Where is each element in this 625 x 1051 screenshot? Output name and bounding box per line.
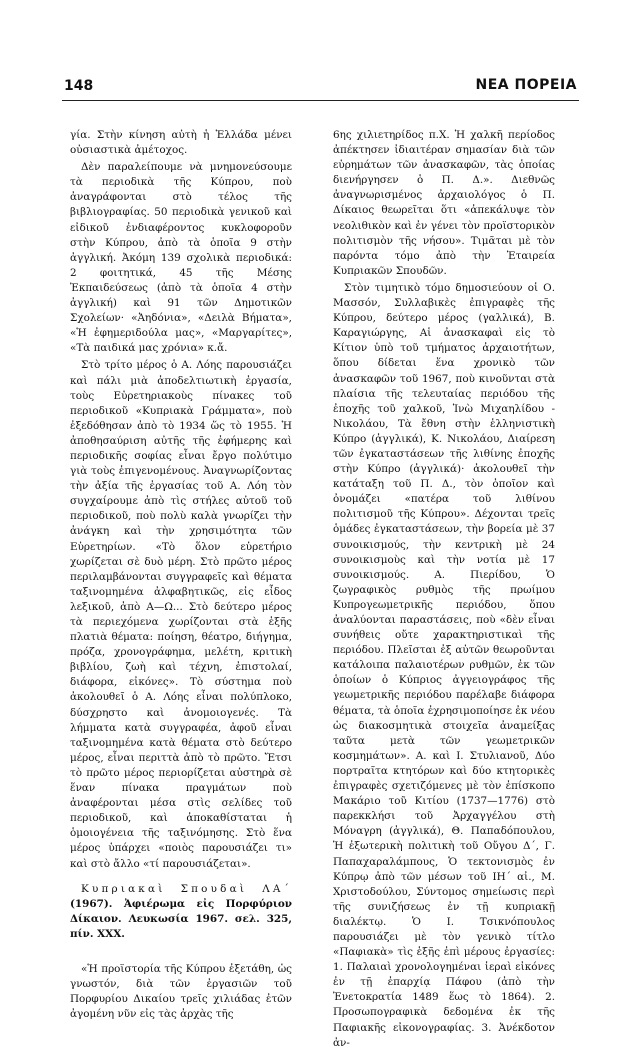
header-rule	[62, 100, 579, 101]
left-column	[70, 128, 292, 1022]
section-heading	[70, 882, 292, 942]
paragraph: Στὸ τρίτο μέρος ὁ Α. Λόης παρουσιάζει καὶ πάλι μιὰ ἀποδελτιωτικὴ ἐργασία, τοὺς Εὑρετηριακοὺς πίνακες τοῦ περιοδικοῦ «Κυπριακὰ Γράμματα», ποὺ ἐξεδόθησαν ἀπὸ τὸ 1934 ὥς τὸ 1955. Ἡ ἀποθησαύριση αὐτῆς τῆς ἐφήμερης καὶ περιοδικῆς σοφίας εἶναι ἔργο πολύτιμο γιὰ τοὺς ἐπιγενομένους. Ἀναγνωρίζοντας τὴν ἀξία τῆς ἐργασίας τοῦ Α. Λόη τὸν συγχαίρουμε ἀπὸ τὶς στήλες αὐτοῦ τοῦ περιοδικοῦ, ποὺ πολὺ καλὰ γνωρίζει τὴν ἀνάγκη καὶ τὴν χρησιμότητα τῶν Εὑρετηρίων. «Τὸ ὅλον εὑρετήριο χωρίζεται σὲ δυὸ μέρη. Στὸ πρῶτο μέρος περιλαμβάνονται συγγραφεῖς καὶ θέματα ταξινομημένα ἀλφαβητικῶς, εἰς εἶδος λεξικοῦ, ἀπὸ Α—Ω... Στὸ δεύτερο μέρος τὰ περιεχόμενα χωρίζονται στὰ ἑξῆς πλατιὰ θέματα: ποίηση, θέατρο, διήγημα, πρόζα, χρονογράφημα, μελέτη, κριτικὴ βιβλίου, ζωὴ καὶ τέχνη, ἐπιστολαί, διάφορα, εἰκόνες». Τὸ σύστημα ποὺ ἀκολουθεῖ ὁ Α. Λόης εἶναι πολύπλοκο, δύσχρηστο καὶ ἀνομοιογενές. Τὰ λήμματα κατὰ συγγραφέα, ἀφοῦ εἶναι ταξινομημένα κατὰ θέματα στὸ δεύτερο μέρος, εἶναι περιττὰ ἀπὸ τὸ πρῶτο. Ἔτσι τὸ πρῶτο μέρος περιορίζεται αὐστηρὰ σὲ ἕναν πίνακα πραγμάτων ποὺ ἀναφέρονται μέσα στὶς σελίδες τοῦ περιοδικοῦ, καὶ ἀποκαθίσταται ἡ ὁμοιογένεια τῆς ταξινόμησης. Στὸ ἕνα μέρος ὑπάρχει «ποιὸς παρουσιάζει τι» καὶ στὸ ἄλλο «τί παρουσιάζεται».	[70, 359, 292, 870]
paragraph: Στὸν τιμητικὸ τόμο δημοσιεύουν οἱ Ο. Μασσόν, Συλλαβικὲς ἐπιγραφὲς τῆς Κύπρου, δεύτερο μέρος (γαλλικά), Β. Καραγιώργης, Αἱ ἀνασκαφαὶ εἰς τὸ Κίτιον ὑπὸ τοῦ τμήματος ἀρχαιοτήτων, ὅπου δίδεται ἕνα χρονικὸ τῶν ἀνασκαφῶν τοῦ 1967, ποὺ κινοῦνται στὰ πλαίσια τῆς τελευταίας περιόδου τῆς ἐποχῆς τοῦ χαλκοῦ, Ἰνὼ Μιχαηλίδου - Νικολάου, Τὰ ἔθνη στὴν ἑλληνιστικὴ Κύπρο (ἀγγλικά), Κ. Νικολάου, Διαίρεση τῶν ἐγκαταστάσεων τῆς λιθίνης ἐποχῆς στὴν Κύπρο (ἀγγλικά)· ἀκολουθεῖ τὴν κατάταξη τοῦ Π. Δ., τὸν ὁποῖον καὶ ὀνομάζει «πατέρα τοῦ λιθίνου πολιτισμοῦ τῆς Κύπρου». Δέχονται τρεῖς ὁμάδες ἐγκαταστάσεων, τὴν βορεία μὲ 37 συνοικισμούς, τὴν κεντρικὴ μὲ 24 συνοικισμοὺς καὶ τὴν νοτία μὲ 17 συνοικισμούς. Α. Πιερίδου, Ὁ ζωγραφικὸς ρυθμὸς τῆς πρωίμου Κυπρογεωμετρικῆς περιόδου, ὅπου ἀναλύονται παραστάσεις, ποὺ «δὲν εἶναι συνήθεις οὔτε χαρακτηριστικαὶ τῆς περιόδου. Πλεῖσται ἐξ αὐτῶν θεωροῦνται κατάλοιπα παλαιοτέρων ρυθμῶν, ἐκ τῶν ὁποίων ὁ Κύπριος ἀγγειογράφος τῆς γεωμετρικῆς περιόδου παρέλαβε διάφορα θέματα, τὰ ὁποῖα ἐχρησιμοποίησε ἐκ νέου ὡς διακοσμητικὰ στοιχεῖα ἀναμείξας ταῦτα μετὰ τῶν γεωμετρικῶν κοσμημάτων». Α. καὶ Ι. Στυλιανοῦ, Δύο πορτραῖτα κτητόρων καὶ δύο κτητορικὲς ἐπιγραφὲς σχετιζόμενες μὲ τὸν ἐπίσκοπο Μακάριο τοῦ Κιτίου (1737—1776) στὸ παρεκκλήσι τοῦ Ἀρχαγγέλου στὴ Μόναγρη (ἀγγλικά), Θ. Παπαδόπουλου, Ἡ ἐξωτερικὴ πολιτικὴ τοῦ Οὔγου Δ΄, Γ. Παπαχαραλάμπους, Ὁ τεκτονισμὸς ἐν Κύπρῳ ἀπὸ τῶν μέσων τοῦ ΙΗ΄ αἰ., Μ. Χριστοδούλου, Σύντομος σημείωσις περὶ τῆς συνιζήσεως ἐν τῇ κυπριακῇ διαλέκτῳ. Ὁ Ι. Τσικνόπουλος παρουσιάζει μὲ τὸν γενικὸ τίτλο «Παφιακὰ» τὶς ἑξῆς ἐπὶ μέρους ἐργασίες: 1. Παλαιαὶ χρονολογημέναι ἱεραὶ εἰκόνες ἐν τῇ ἐπαρχίᾳ Πάφου (ἀπὸ τὴν Ἐνετοκρατία 1489 ἕως τὸ 1864). 2. Προσωπογραφικὰ δεδομένα ἐκ τῆς Παφιακῆς εἰκονογραφίας. 3. Ἀνέκδοτον ἀν-	[333, 281, 555, 1049]
section-title: Κυπριακαὶ Σπουδαὶ ΛΑ΄	[81, 882, 292, 895]
section-citation: (1967). Ἀφιέρωμα εἰς Πορφύριον Δίκαιον. Λευκωσία 1967. σελ. 325, πίν. XXX.	[70, 897, 292, 940]
paragraph: «Ἡ προϊστορία τῆς Κύπρου ἐξετάθη, ὡς γνωστόν, διὰ τῶν ἐργασιῶν τοῦ Πορφυρίου Δικαίου τρεῖς χιλιάδας ἐτῶν ἀγομένη νῦν εἰς τὰς ἀρχὰς τῆς	[70, 962, 292, 1021]
right-column	[333, 128, 555, 1051]
running-title: ΝΕΑ ΠΟΡΕΙΑ	[475, 77, 577, 93]
paragraph: 6ης χιλιετηρίδος π.Χ. Ἡ χαλκῆ περίοδος ἀπέκτησεν ἰδιαιτέραν σημασίαν διὰ τῶν εὑρημάτων τῶν ἀνασκαφῶν, τὰς ὁποίας διενήργησεν ὁ Π. Δ.». Διεθνῶς ἀναγνωρισμένος ἀρχαιολόγος ὁ Π. Δίκαιος θεωρεῖται ὅτι «ἀπεκάλυψε τὸν νεολιθικὸν καὶ ἐν γένει τὸν προϊστορικὸν πολιτισμὸν τῆς νήσου». Τιμᾶται μὲ τὸν παρόντα τόμο ἀπὸ τὴν Ἑταιρεία Κυπριακῶν Σπουδῶν.	[333, 129, 555, 277]
paragraph: γία. Στὴν κίνηση αὐτὴ ἡ Ἑλλάδα μένει οὐσιαστικὰ ἀμέτοχος.	[70, 129, 292, 157]
page-number: 148	[64, 78, 94, 94]
paragraph: Δὲν παραλείπουμε νὰ μνημονεύσουμε τὰ περιοδικὰ τῆς Κύπρου, ποὺ ἀναγράφονται στὸ τέλος τῆς βιβλιογραφίας. 50 περιοδικὰ γενικοῦ καὶ εἰδικοῦ ἐνδιαφέροντος κυκλοφοροῦν στὴν Κύπρου, ἀπὸ τὰ ὁποῖα 9 στὴν ἀγγλική. Ἀκόμη 139 σχολικὰ περιοδικά: 2 φοιτητικά, 45 τῆς Μέσης Ἐκπαιδεύσεως (ἀπὸ τὰ ὁποῖα 4 στὴν ἀγγλική) καὶ 91 τῶν Δημοτικῶν Σχολείων· «Ἀηδόνια», «Δειλὰ Βήματα», «Ἡ ἐφημεριδούλα μας», «Μαργαρίτες», «Τὰ παιδικά μας χρόνια» κ.ἄ.	[70, 161, 292, 355]
